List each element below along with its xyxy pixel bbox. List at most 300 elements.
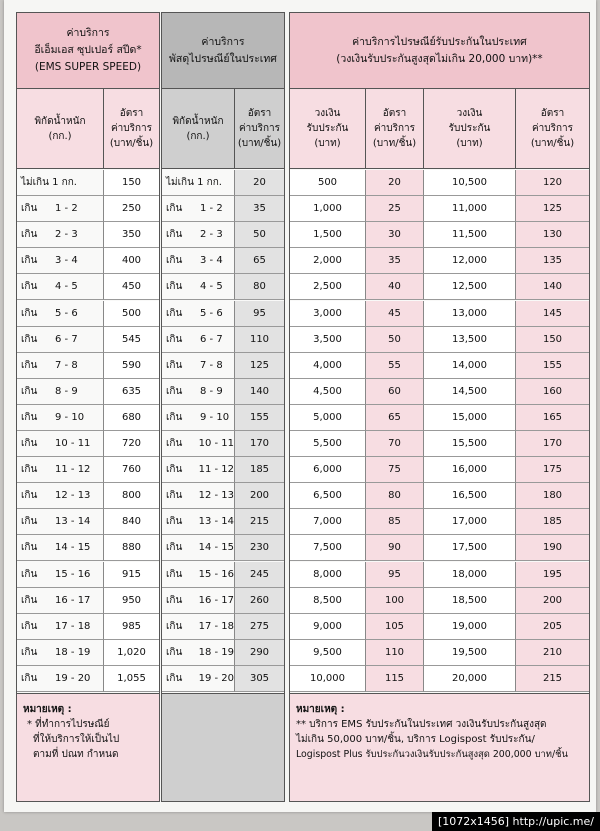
table-row	[17, 509, 159, 535]
coverage-cell: 17,000	[424, 509, 516, 535]
weight-range: 12 - 13	[55, 490, 91, 502]
weight-cell	[17, 562, 104, 588]
rate-cell: 350	[104, 222, 159, 248]
coverage-cell: 1,000	[290, 196, 366, 222]
weight-cell	[162, 379, 235, 405]
insured-panel	[289, 12, 590, 802]
weight-prefix: เกิน	[166, 307, 183, 319]
weight-range: 17 - 18	[55, 620, 91, 632]
price-sheet	[4, 0, 596, 812]
weight-cell	[17, 170, 104, 196]
fee-cell: 55	[366, 353, 424, 379]
table-row	[290, 327, 589, 353]
coverage-cell: 4,500	[290, 379, 366, 405]
ems-title-line: (EMS SUPER SPEED)	[34, 61, 142, 73]
fee-cell: 135	[516, 248, 589, 274]
fee-cell: 215	[516, 666, 589, 692]
coverage-cell: 6,500	[290, 483, 366, 509]
weight-range: 10 - 11	[55, 438, 91, 450]
weight-prefix: เกิน	[21, 385, 38, 397]
coverage-cell: 3,000	[290, 301, 366, 327]
weight-range: 6 - 7	[55, 333, 78, 345]
ems-note-box	[17, 693, 159, 801]
coverage-cell: 10,500	[424, 170, 516, 196]
weight-cell	[162, 222, 235, 248]
weight-range: 11 - 12	[198, 464, 234, 476]
fee-cell: 95	[366, 562, 424, 588]
weight-prefix: เกิน	[166, 281, 183, 293]
weight-range: 4 - 5	[55, 281, 78, 293]
weight-range: 17 - 18	[198, 620, 234, 632]
weight-range: 9 - 10	[55, 411, 85, 423]
table-row	[162, 170, 284, 196]
rate-cell: 155	[235, 405, 284, 431]
fee-cell: 205	[516, 614, 589, 640]
weight-range: 15 - 16	[55, 568, 91, 580]
coverage-cell: 12,500	[424, 274, 516, 300]
table-row	[17, 535, 159, 561]
table-row	[162, 196, 284, 222]
fee-cell: 140	[516, 274, 589, 300]
table-row	[162, 640, 284, 666]
rate-cell: 635	[104, 379, 159, 405]
fee-cell: 100	[366, 588, 424, 614]
table-row	[17, 640, 159, 666]
header-text: (บาท/ชิ้น)	[530, 138, 575, 149]
table-row	[290, 483, 589, 509]
rate-cell: 545	[104, 327, 159, 353]
insured-note-box	[290, 693, 589, 801]
table-row	[17, 666, 159, 692]
weight-cell	[17, 301, 104, 327]
fee-cell: 70	[366, 431, 424, 457]
weight-prefix: เกิน	[166, 542, 183, 554]
weight-prefix: ไม่เกิน 1 กก.	[21, 177, 77, 189]
weight-prefix: เกิน	[21, 438, 38, 450]
table-row	[162, 222, 284, 248]
weight-cell	[17, 379, 104, 405]
fee-cell: 115	[366, 666, 424, 692]
rate-cell: 170	[235, 431, 284, 457]
weight-prefix: เกิน	[21, 542, 38, 554]
fee-cell: 25	[366, 196, 424, 222]
rate-cell: 200	[235, 483, 284, 509]
table-row	[290, 196, 589, 222]
header-text: (บาท/ชิ้น)	[372, 138, 417, 149]
fee-cell: 35	[366, 248, 424, 274]
coverage-cell: 19,500	[424, 640, 516, 666]
ems-weight-header	[17, 89, 104, 169]
coverage-cell: 11,500	[424, 222, 516, 248]
weight-range: 7 - 8	[200, 359, 223, 371]
weight-cell	[162, 457, 235, 483]
table-row	[290, 431, 589, 457]
weight-prefix: เกิน	[21, 646, 38, 658]
table-row	[17, 170, 159, 196]
fee-cell: 200	[516, 588, 589, 614]
table-row	[290, 301, 589, 327]
fee-cell: 145	[516, 301, 589, 327]
weight-prefix: เกิน	[166, 620, 183, 632]
table-row	[17, 327, 159, 353]
weight-range: 8 - 9	[200, 385, 223, 397]
weight-range: 16 - 17	[55, 594, 91, 606]
weight-prefix: เกิน	[21, 307, 38, 319]
weight-cell	[17, 431, 104, 457]
rate-cell: 80	[235, 274, 284, 300]
header-text: อัตรา	[382, 108, 407, 119]
weight-cell	[17, 483, 104, 509]
rate-cell: 260	[235, 588, 284, 614]
weight-range: 5 - 6	[200, 307, 223, 319]
fee-cell: 90	[366, 535, 424, 561]
coverage-cell: 18,000	[424, 562, 516, 588]
table-row	[162, 588, 284, 614]
rate-cell: 720	[104, 431, 159, 457]
header-text: ค่าบริการ	[110, 123, 153, 134]
fee-cell: 65	[366, 405, 424, 431]
weight-cell	[162, 483, 235, 509]
weight-prefix: เกิน	[21, 620, 38, 632]
weight-prefix: เกิน	[166, 229, 183, 241]
rate-cell: 35	[235, 196, 284, 222]
ems-title-line: ค่าบริการ	[66, 27, 110, 39]
table-row	[17, 379, 159, 405]
ems-rate-header	[104, 89, 159, 169]
header-text: รับประกัน	[306, 123, 349, 134]
weight-cell	[162, 588, 235, 614]
coverage-cell: 14,000	[424, 353, 516, 379]
fee-cell: 170	[516, 431, 589, 457]
weight-range: 15 - 16	[198, 568, 234, 580]
coverage-cell: 12,000	[424, 248, 516, 274]
weight-prefix: เกิน	[21, 672, 38, 684]
coverage-cell: 10,000	[290, 666, 366, 692]
table-row	[162, 457, 284, 483]
rate-cell: 230	[235, 535, 284, 561]
insured-title-line: (วงเงินรับประกันสูงสุดไม่เกิน 20,000 บาท)**	[336, 52, 543, 65]
weight-range: 1 - 2	[200, 203, 223, 215]
fee-cell: 50	[366, 327, 424, 353]
insured-col-header	[516, 89, 589, 169]
ems-panel-title	[17, 13, 159, 89]
weight-cell	[162, 196, 235, 222]
table-row	[17, 588, 159, 614]
weight-prefix: เกิน	[166, 438, 183, 450]
table-row	[290, 562, 589, 588]
header-text: พิกัดน้ำหนัก	[172, 115, 224, 127]
fee-cell: 30	[366, 222, 424, 248]
weight-range: 12 - 13	[198, 490, 234, 502]
weight-cell	[162, 248, 235, 274]
header-text: วงเงิน	[314, 108, 341, 119]
coverage-cell: 8,000	[290, 562, 366, 588]
weight-prefix: เกิน	[166, 672, 183, 684]
weight-cell	[17, 640, 104, 666]
weight-prefix: เกิน	[166, 333, 183, 345]
table-row	[162, 614, 284, 640]
fee-cell: 150	[516, 327, 589, 353]
note-line: ไม่เกิน 50,000 บาท/ชิ้น, บริการ Logispost รับประกัน/	[296, 734, 535, 745]
weight-range: 8 - 9	[55, 385, 78, 397]
weight-prefix: เกิน	[21, 516, 38, 528]
weight-prefix: เกิน	[166, 568, 183, 580]
weight-prefix: เกิน	[166, 203, 183, 215]
table-row	[290, 666, 589, 692]
coverage-cell: 15,000	[424, 405, 516, 431]
weight-range: 14 - 15	[198, 542, 234, 554]
table-row	[290, 405, 589, 431]
insured-title-line: ค่าบริการไปรษณีย์รับประกันในประเทศ	[352, 35, 527, 48]
rate-cell: 245	[235, 562, 284, 588]
fee-cell: 155	[516, 353, 589, 379]
rate-cell: 400	[104, 248, 159, 274]
table-row	[17, 431, 159, 457]
header-text: อัตรา	[540, 108, 565, 119]
insured-panel-title	[290, 13, 589, 89]
fee-cell: 180	[516, 483, 589, 509]
weight-range: 18 - 19	[198, 646, 234, 658]
weight-cell	[162, 353, 235, 379]
rate-cell: 1,020	[104, 640, 159, 666]
table-row	[290, 248, 589, 274]
coverage-cell: 16,500	[424, 483, 516, 509]
coverage-cell: 8,500	[290, 588, 366, 614]
table-row	[162, 562, 284, 588]
header-text: (บาท)	[314, 138, 341, 149]
rate-cell: 290	[235, 640, 284, 666]
weight-cell	[162, 170, 235, 196]
weight-cell	[162, 405, 235, 431]
rate-cell: 985	[104, 614, 159, 640]
parcel-title-line: พัสดุไปรษณีย์ในประเทศ	[169, 52, 277, 65]
weight-prefix: เกิน	[166, 385, 183, 397]
weight-range: 2 - 3	[55, 229, 78, 241]
table-row	[17, 196, 159, 222]
header-text: ค่าบริการ	[238, 123, 281, 134]
table-row	[17, 353, 159, 379]
weight-prefix: เกิน	[166, 464, 183, 476]
rate-cell: 760	[104, 457, 159, 483]
weight-prefix: เกิน	[21, 464, 38, 476]
fee-cell: 125	[516, 196, 589, 222]
weight-cell	[162, 327, 235, 353]
insured-col-header	[424, 89, 516, 169]
table-row	[162, 509, 284, 535]
weight-cell	[17, 588, 104, 614]
table-row	[17, 483, 159, 509]
table-row	[17, 274, 159, 300]
coverage-cell: 18,500	[424, 588, 516, 614]
coverage-cell: 7,500	[290, 535, 366, 561]
rate-cell: 185	[235, 457, 284, 483]
note-line: Logispost Plus รับประกันวงเงินรับประกันสูงสุด 200,000 บาท/ชิ้น	[296, 749, 568, 760]
weight-range: 9 - 10	[200, 411, 230, 423]
table-row	[17, 405, 159, 431]
table-row	[162, 379, 284, 405]
rate-cell: 840	[104, 509, 159, 535]
fee-cell: 110	[366, 640, 424, 666]
weight-cell	[17, 274, 104, 300]
fee-cell: 210	[516, 640, 589, 666]
weight-prefix: เกิน	[21, 359, 38, 371]
table-row	[17, 248, 159, 274]
weight-range: 18 - 19	[55, 646, 91, 658]
parcel-panel	[161, 12, 285, 802]
weight-prefix: เกิน	[21, 203, 38, 215]
weight-cell	[17, 614, 104, 640]
weight-cell	[162, 640, 235, 666]
weight-cell	[17, 535, 104, 561]
weight-range: 10 - 11	[198, 438, 234, 450]
coverage-cell: 2,000	[290, 248, 366, 274]
fee-cell: 45	[366, 301, 424, 327]
coverage-cell: 9,000	[290, 614, 366, 640]
rate-cell: 680	[104, 405, 159, 431]
weight-cell	[162, 431, 235, 457]
weight-cell	[17, 222, 104, 248]
header-text: (บาท/ชิ้น)	[109, 138, 154, 149]
weight-range: 13 - 14	[198, 516, 234, 528]
table-row	[290, 614, 589, 640]
rate-cell: 150	[104, 170, 159, 196]
weight-range: 7 - 8	[55, 359, 78, 371]
rate-cell: 50	[235, 222, 284, 248]
note-line: ตามที่ ปณท กำหนด	[33, 749, 119, 760]
coverage-cell: 500	[290, 170, 366, 196]
rate-cell: 125	[235, 353, 284, 379]
weight-prefix: เกิน	[21, 333, 38, 345]
fee-cell: 40	[366, 274, 424, 300]
weight-prefix: เกิน	[21, 281, 38, 293]
weight-range: 3 - 4	[200, 255, 223, 267]
coverage-cell: 5,000	[290, 405, 366, 431]
weight-cell	[162, 301, 235, 327]
rate-cell: 450	[104, 274, 159, 300]
table-row	[17, 562, 159, 588]
coverage-cell: 9,500	[290, 640, 366, 666]
weight-range: 4 - 5	[200, 281, 223, 293]
rate-cell: 590	[104, 353, 159, 379]
table-row	[290, 379, 589, 405]
table-row	[17, 614, 159, 640]
parcel-weight-header	[162, 89, 235, 169]
weight-cell	[17, 196, 104, 222]
table-row	[162, 248, 284, 274]
coverage-cell: 20,000	[424, 666, 516, 692]
weight-prefix: เกิน	[166, 490, 183, 502]
parcel-panel-title	[162, 13, 284, 89]
table-row	[162, 431, 284, 457]
rate-cell: 915	[104, 562, 159, 588]
coverage-cell: 4,000	[290, 353, 366, 379]
ems-title-line: อีเอ็มเอส ซุปเปอร์ สปีด*	[34, 44, 142, 56]
rate-cell: 65	[235, 248, 284, 274]
rate-cell: 140	[235, 379, 284, 405]
table-row	[162, 666, 284, 692]
weight-range: 13 - 14	[55, 516, 91, 528]
header-text: วงเงิน	[456, 108, 483, 119]
rate-cell: 275	[235, 614, 284, 640]
coverage-cell: 11,000	[424, 196, 516, 222]
weight-prefix: เกิน	[166, 359, 183, 371]
fee-cell: 195	[516, 562, 589, 588]
weight-cell	[162, 535, 235, 561]
coverage-cell: 2,500	[290, 274, 366, 300]
weight-cell	[17, 509, 104, 535]
coverage-cell: 14,500	[424, 379, 516, 405]
table-row	[162, 353, 284, 379]
fee-cell: 120	[516, 170, 589, 196]
rate-cell: 250	[104, 196, 159, 222]
table-row	[162, 274, 284, 300]
weight-prefix: เกิน	[166, 646, 183, 658]
weight-range: 2 - 3	[200, 229, 223, 241]
parcel-rate-header	[235, 89, 284, 169]
table-row	[17, 301, 159, 327]
table-row	[290, 640, 589, 666]
note-line: ที่ให้บริการให้เป็นไป	[33, 734, 120, 745]
weight-cell	[162, 509, 235, 535]
weight-prefix: เกิน	[166, 516, 183, 528]
weight-range: 14 - 15	[55, 542, 91, 554]
weight-range: 5 - 6	[55, 307, 78, 319]
coverage-cell: 19,000	[424, 614, 516, 640]
weight-cell	[17, 327, 104, 353]
fee-cell: 165	[516, 405, 589, 431]
coverage-cell: 15,500	[424, 431, 516, 457]
parcel-note-box	[162, 693, 284, 801]
table-row	[162, 535, 284, 561]
weight-cell	[17, 405, 104, 431]
rate-cell: 500	[104, 301, 159, 327]
rate-cell: 110	[235, 327, 284, 353]
table-row	[290, 274, 589, 300]
weight-cell	[17, 353, 104, 379]
weight-range: 19 - 20	[198, 672, 234, 684]
weight-cell	[162, 274, 235, 300]
weight-range: 3 - 4	[55, 255, 78, 267]
weight-cell	[17, 248, 104, 274]
coverage-cell: 17,500	[424, 535, 516, 561]
coverage-cell: 7,000	[290, 509, 366, 535]
table-row	[290, 535, 589, 561]
weight-prefix: เกิน	[166, 255, 183, 267]
fee-cell: 105	[366, 614, 424, 640]
coverage-cell: 1,500	[290, 222, 366, 248]
header-text: พิกัดน้ำหนัก	[34, 115, 86, 127]
weight-prefix: ไม่เกิน 1 กก.	[166, 177, 222, 189]
header-text: (กก.)	[186, 130, 210, 142]
note-title: หมายเหตุ :	[296, 704, 345, 715]
image-size-stamp: [1072x1456] http://upic.me/	[432, 812, 600, 831]
weight-range: 6 - 7	[200, 333, 223, 345]
weight-prefix: เกิน	[166, 411, 183, 423]
header-text: (กก.)	[48, 130, 72, 142]
table-row	[290, 509, 589, 535]
fee-cell: 60	[366, 379, 424, 405]
table-row	[162, 301, 284, 327]
table-row	[290, 170, 589, 196]
fee-cell: 80	[366, 483, 424, 509]
fee-cell: 20	[366, 170, 424, 196]
insured-col-header	[290, 89, 366, 169]
weight-prefix: เกิน	[21, 568, 38, 580]
fee-cell: 190	[516, 535, 589, 561]
fee-cell: 160	[516, 379, 589, 405]
header-text: อัตรา	[119, 108, 144, 119]
rate-cell: 1,055	[104, 666, 159, 692]
